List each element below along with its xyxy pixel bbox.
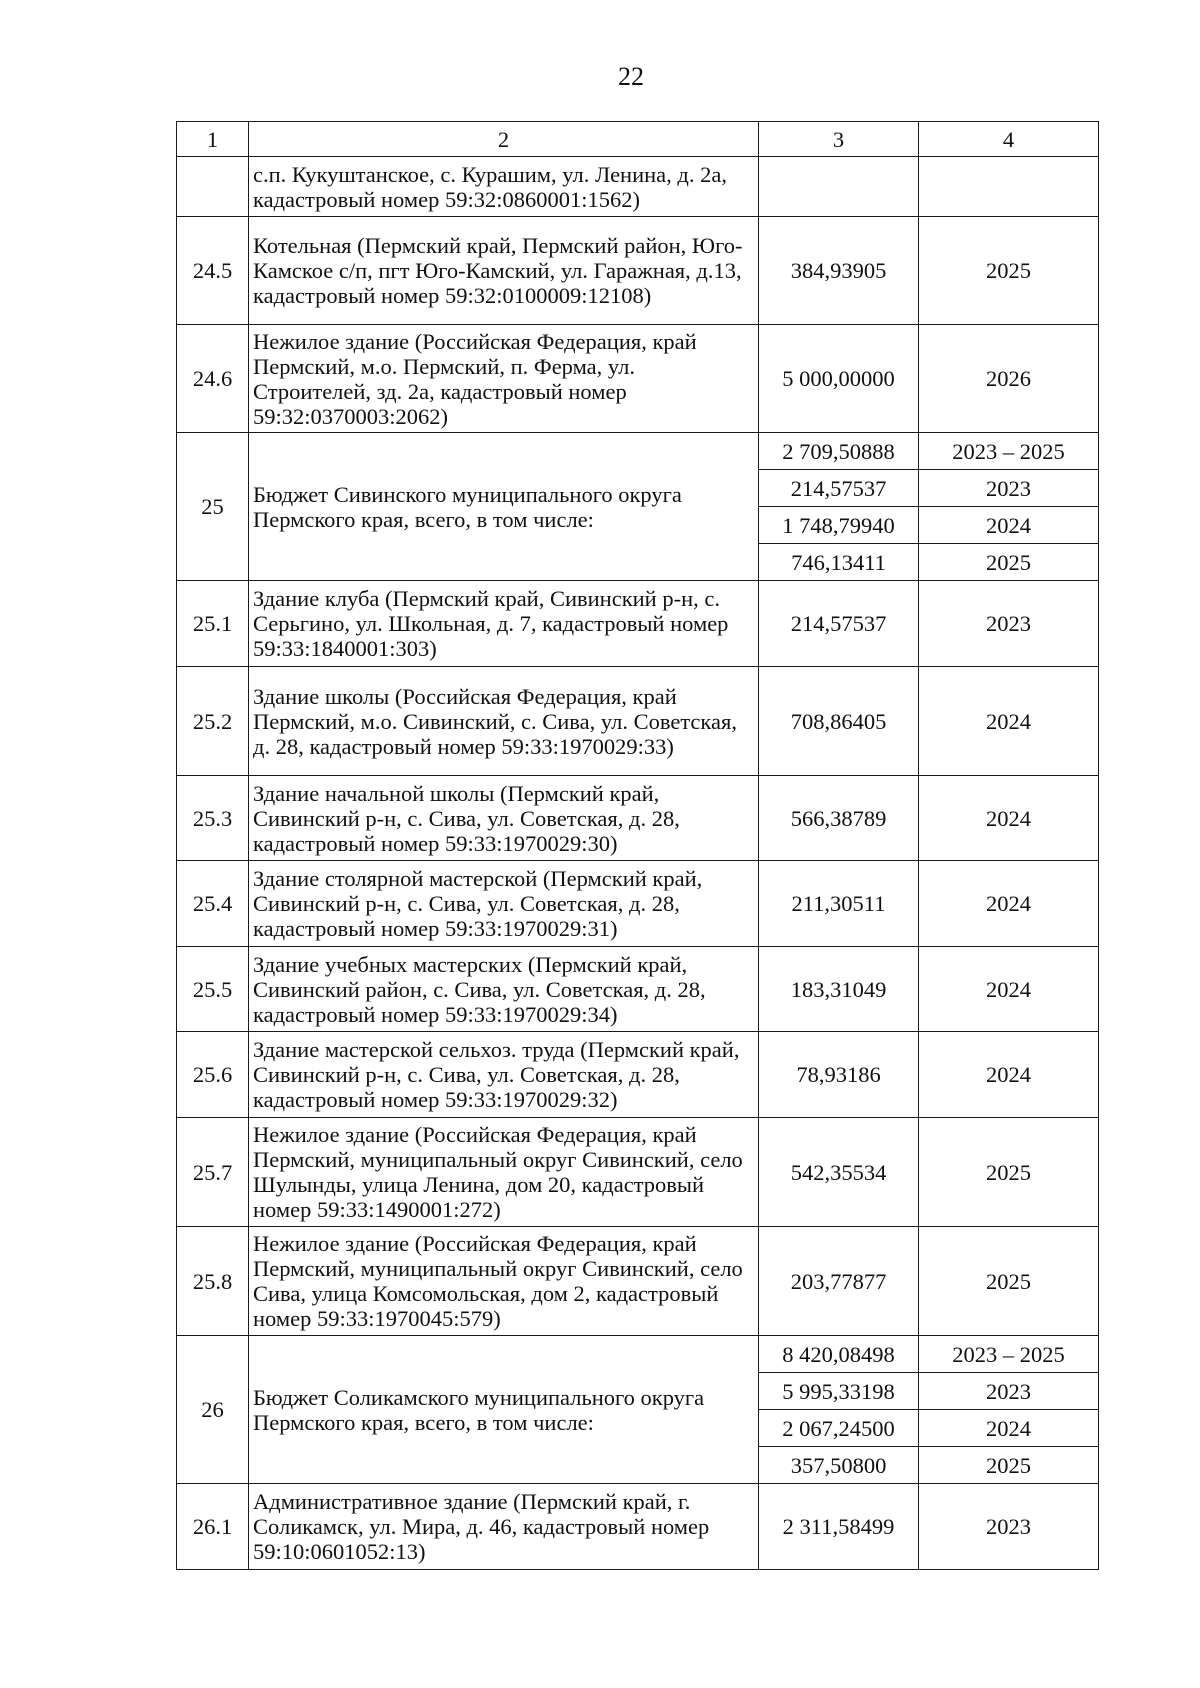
column-header: 2: [249, 122, 759, 157]
row-year: 2024: [919, 507, 1099, 544]
row-description: Бюджет Сивинского муниципального округа Пермского края, всего, в том числе:: [249, 433, 759, 581]
row-amount: 183,31049: [759, 947, 919, 1032]
row-description: Административное здание (Пермский край, г. Соликамск, ул. Мира, д. 46, кадастровый номер 59:10:0601052:13): [249, 1484, 759, 1570]
row-year: 2023: [919, 470, 1099, 507]
row-amount: 203,77877: [759, 1227, 919, 1336]
row-year: [919, 157, 1099, 217]
row-amount: 214,57537: [759, 581, 919, 667]
row-year: 2024: [919, 1032, 1099, 1118]
row-amount: 5 000,00000: [759, 325, 919, 433]
column-header: 4: [919, 122, 1099, 157]
table-row: [177, 157, 1099, 217]
row-amount: 78,93186: [759, 1032, 919, 1118]
table-row: [177, 1227, 1099, 1336]
table-row: [177, 217, 1099, 325]
table-row: [177, 861, 1099, 947]
row-amount: 1 748,79940: [759, 507, 919, 544]
row-description: Здание клуба (Пермский край, Сивинский р-н, с. Серьгино, ул. Школьная, д. 7, кадастровый номер 59:33:1840001:303): [249, 581, 759, 667]
column-header: 3: [759, 122, 919, 157]
row-amount: 211,30511: [759, 861, 919, 947]
row-year: 2023: [919, 1373, 1099, 1410]
row-number: 26.1: [177, 1484, 249, 1570]
row-year: 2023: [919, 1484, 1099, 1570]
row-description: Здание школы (Российская Федерация, край Пермский, м.о. Сивинский, с. Сива, ул. Советская, д. 28, кадастровый номер 59:33:1970029:33): [249, 667, 759, 776]
row-year: 2023 – 2025: [919, 1336, 1099, 1373]
table-row: [177, 667, 1099, 776]
row-number: 25: [177, 433, 249, 581]
row-description: Котельная (Пермский край, Пермский район, Юго-Камское с/п, пгт Юго-Камский, ул. Гаражная, д.13, кадастровый номер 59:32:0100009:12108): [249, 217, 759, 325]
row-amount: 5 995,33198: [759, 1373, 919, 1410]
table-row: [177, 1032, 1099, 1118]
row-description: Здание мастерской сельхоз. труда (Пермский край, Сивинский р-н, с. Сива, ул. Советская, д. 28, кадастровый номер 59:33:1970029:32): [249, 1032, 759, 1118]
row-year: 2025: [919, 544, 1099, 581]
row-year: 2024: [919, 776, 1099, 861]
row-amount: 708,86405: [759, 667, 919, 776]
row-number: 24.5: [177, 217, 249, 325]
row-description: Бюджет Соликамского муниципального округа Пермского края, всего, в том числе:: [249, 1336, 759, 1484]
row-number: 25.5: [177, 947, 249, 1032]
table-row: [177, 1484, 1099, 1570]
row-year: 2024: [919, 1410, 1099, 1447]
row-year: 2024: [919, 861, 1099, 947]
row-description: Здание учебных мастерских (Пермский край, Сивинский район, с. Сива, ул. Советская, д. 28, кадастровый номер 59:33:1970029:34): [249, 947, 759, 1032]
row-amount: [759, 157, 919, 217]
row-number: 25.1: [177, 581, 249, 667]
column-header: 1: [177, 122, 249, 157]
row-number: 26: [177, 1336, 249, 1484]
row-description: Нежилое здание (Российская Федерация, край Пермский, муниципальный округ Сивинский, село Шулынды, улица Ленина, дом 20, кадастровый номер 59:33:1490001:272): [249, 1118, 759, 1227]
row-number: 25.2: [177, 667, 249, 776]
row-amount: 542,35534: [759, 1118, 919, 1227]
row-amount: 2 709,50888: [759, 433, 919, 470]
row-description: с.п. Кукуштанское, с. Курашим, ул. Ленина, д. 2а, кадастровый номер 59:32:0860001:1562): [249, 157, 759, 217]
row-amount: 357,50800: [759, 1447, 919, 1484]
row-year: 2025: [919, 1118, 1099, 1227]
row-description: Здание столярной мастерской (Пермский край, Сивинский р-н, с. Сива, ул. Советская, д. 28, кадастровый номер 59:33:1970029:31): [249, 861, 759, 947]
row-year: 2026: [919, 325, 1099, 433]
row-year: 2024: [919, 667, 1099, 776]
budget-total-row: [177, 433, 1099, 470]
row-amount: 2 311,58499: [759, 1484, 919, 1570]
row-amount: 2 067,24500: [759, 1410, 919, 1447]
table-row: [177, 776, 1099, 861]
row-number: 25.3: [177, 776, 249, 861]
table-row: [177, 947, 1099, 1032]
table-row: [177, 1118, 1099, 1227]
table-row: [177, 325, 1099, 433]
row-description: Нежилое здание (Российская Федерация, край Пермский, м.о. Пермский, п. Ферма, ул. Строителей, зд. 2а, кадастровый номер 59:32:0370003:2062): [249, 325, 759, 433]
row-amount: 8 420,08498: [759, 1336, 919, 1373]
row-amount: 566,38789: [759, 776, 919, 861]
row-year: 2023: [919, 581, 1099, 667]
row-amount: 746,13411: [759, 544, 919, 581]
budget-table: [176, 121, 1099, 1570]
table-header-row: [177, 122, 1099, 157]
row-number: 25.8: [177, 1227, 249, 1336]
row-number: [177, 157, 249, 217]
page-number: 22: [618, 62, 644, 91]
row-number: 24.6: [177, 325, 249, 433]
row-year: 2025: [919, 1227, 1099, 1336]
budget-total-row: [177, 1336, 1099, 1373]
row-amount: 214,57537: [759, 470, 919, 507]
row-number: 25.7: [177, 1118, 249, 1227]
row-number: 25.4: [177, 861, 249, 947]
table-row: [177, 581, 1099, 667]
row-year: 2025: [919, 1447, 1099, 1484]
row-year: 2024: [919, 947, 1099, 1032]
row-number: 25.6: [177, 1032, 249, 1118]
row-year: 2023 – 2025: [919, 433, 1099, 470]
row-description: Нежилое здание (Российская Федерация, край Пермский, муниципальный округ Сивинский, село Сива, улица Комсомольская, дом 2, кадастровый номер 59:33:1970045:579): [249, 1227, 759, 1336]
row-description: Здание начальной школы (Пермский край, Сивинский р-н, с. Сива, ул. Советская, д. 28, кадастровый номер 59:33:1970029:30): [249, 776, 759, 861]
row-amount: 384,93905: [759, 217, 919, 325]
row-year: 2025: [919, 217, 1099, 325]
